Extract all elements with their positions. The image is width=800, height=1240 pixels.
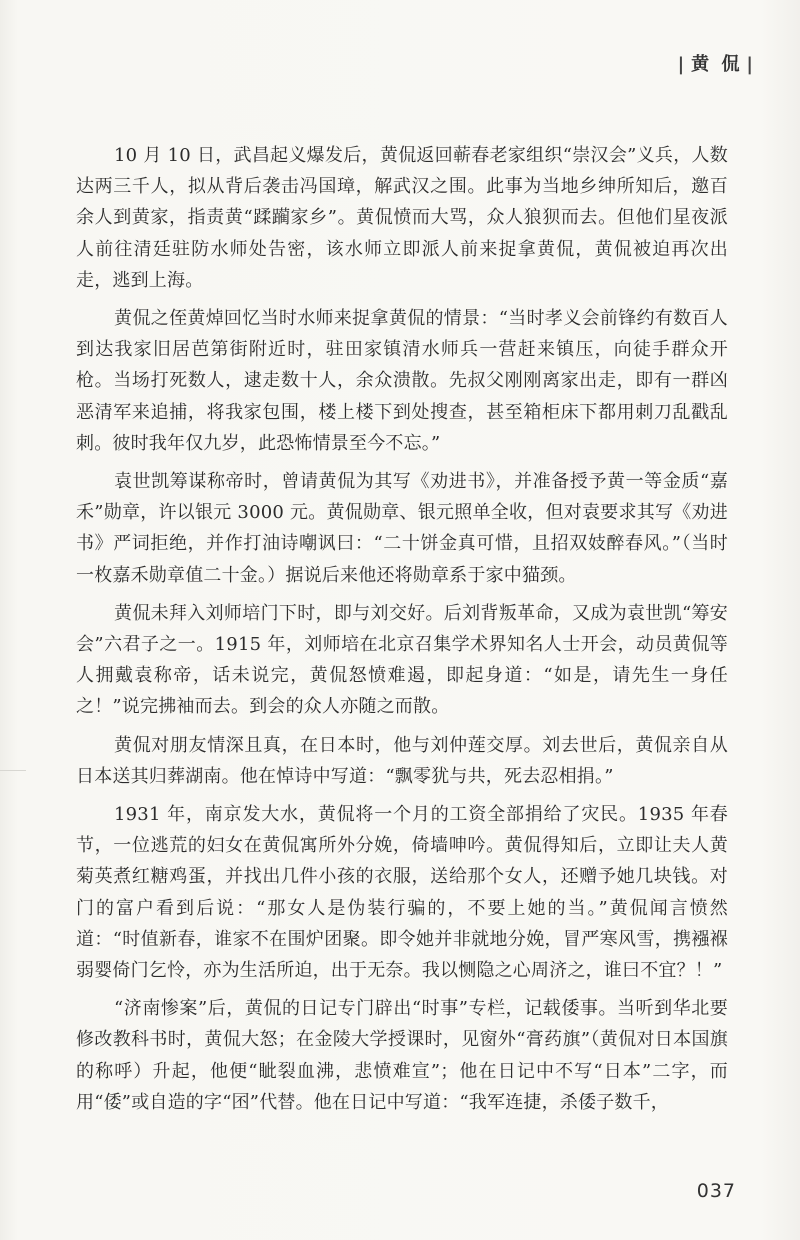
body-text [76,140,728,1125]
paragraph-liu-shipei: 黄侃未拜入刘师培门下时，即与刘交好。后刘背叛革命，又成为袁世凯“筹安会”六君子之一。1915 年，刘师培在北京召集学术界知名人士开会，动员黄侃等人拥戴袁称帝，话未说完，黄侃怒愤难遏，即起身道：“如是，请先生一身任之！”说完拂袖而去。到会的众人亦随之而散。 [76,602,728,718]
page-edge-mark [0,770,26,771]
paragraph-jinan-incident: “济南惨案”后，黄侃的日记专门辟出“时事”专栏，记载倭事。当听到华北要修改教科书时，黄侃大怒；在金陵大学授课时，见窗外“膏药旗”（黄侃对日本国旗的称呼）升起，他便“眦裂血沸，悲愤难宣”；他在日记中不写“日本”二字，而用“倭”或自造的字“囨”代替。他在日记中写道：“我军连捷，杀倭子数千， [76,998,728,1113]
header-title: 黄 侃 [691,54,743,75]
paragraph-friendship: 黄侃对朋友情深且真，在日本时，他与刘仲莲交厚。刘去世后，黄侃亲自从日本送其归葬湖南。他在悼诗中写道：“飘零犹与共，死去忍相捐。” [76,734,728,787]
header-right-bar: | [746,54,756,75]
running-header [674,50,760,76]
paragraph-charity: 1931 年，南京发大水，黄侃将一个月的工资全部捐给了灾民。1935 年春节，一位逃荒的妇女在黄侃寓所外分娩，倚墙呻吟。黄侃得知后，立即让夫人黄菊英煮红糖鸡蛋，并找出几件小孩的衣服，送给那个女人，还赠予她几块钱。对门的富户看到后说：“那女人是伪装行骗的，不要上她的当。”黄侃闻言愤然道：“时值新春，谁家不在围炉团聚。即令她并非就地分娩，冒严寒风雪，携襁褓弱婴倚门乞怜，亦为生活所迫，出于无奈。我以恻隐之心周济之，谁曰不宜？！” [76,804,728,982]
paragraph-huang-zhuo-recollection: 黄侃之侄黄焯回忆当时水师来捉拿黄侃的情景：“当时孝义会前锋约有数百人到达我家旧居芭第街附近时，驻田家镇清水师兵一营赶来镇压，向徒手群众开枪。当场打死数人，逮走数十人，余众溃散。先叔父刚刚离家出走，即有一群凶恶清军来追捕，将我家包围，楼上楼下到处搜查，甚至箱柜床下都用刺刀乱戳乱刺。彼时我年仅九岁，此恐怖情景至今不忘。” [76,308,728,454]
paragraph-yuan-shikai-medal: 袁世凯筹谋称帝时，曾请黄侃为其写《劝进书》，并准备授予黄一等金质“嘉禾”勋章，许以银元 3000 元。黄侃勋章、银元照单全收，但对袁要求其写《劝进书》严词拒绝，并作打油诗嘲讽曰：“二十饼金真可惜，且招双妓醉春风。”（当时一枚嘉禾勋章值二十金。）据说后来他还将勋章系于家中猫颈。 [76,471,728,586]
header-left-bar: | [677,54,688,75]
page-number: 037 [696,1180,736,1202]
paragraph-wuchang-uprising: 10 月 10 日，武昌起义爆发后，黄侃返回蕲春老家组织“崇汉会”义兵，人数达两三千人，拟从背后袭击冯国璋，解武汉之围。此事为当地乡绅所知后，邀百余人到黄家，指责黄“蹂躏家乡”。黄侃愤而大骂，众人狼狈而去。但他们星夜派人前往清廷驻防水师处告密，该水师立即派人前来捉拿黄侃，黄侃被迫再次出走，逃到上海。 [76,145,728,291]
